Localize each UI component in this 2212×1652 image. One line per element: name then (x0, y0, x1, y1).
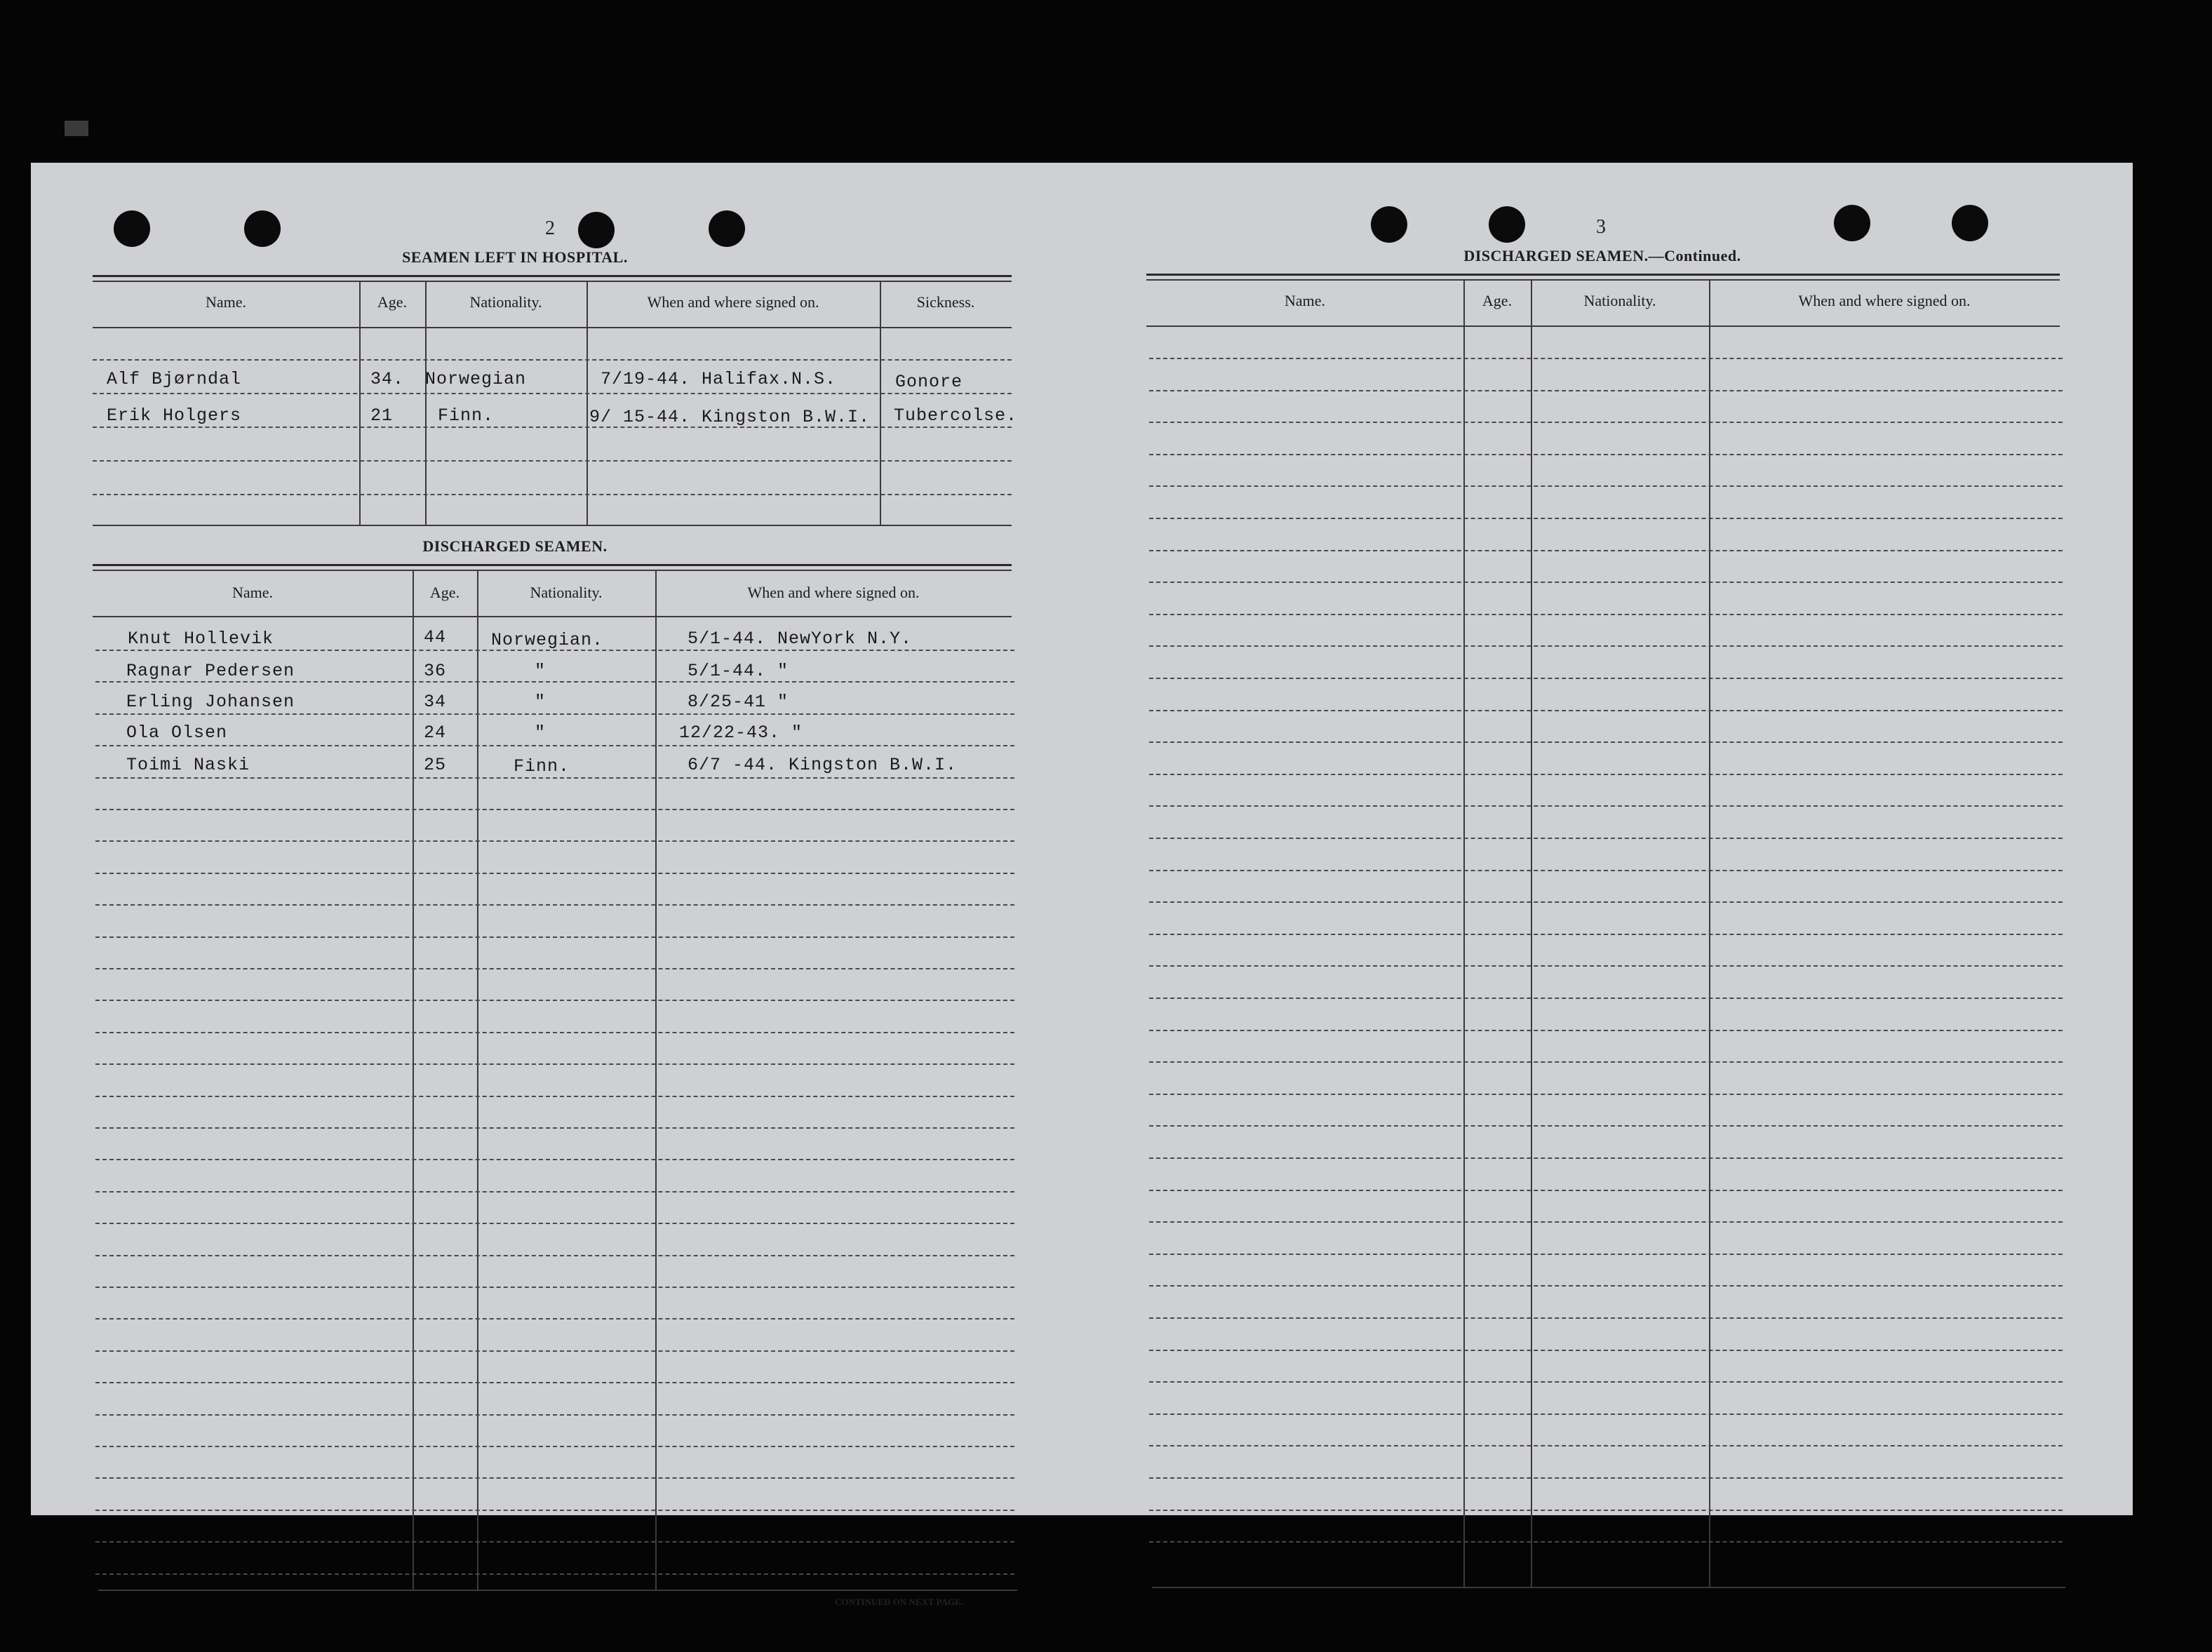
hospital-nationality: Norwegian (425, 369, 527, 389)
column-header-age: Age. (377, 293, 408, 311)
row-line (95, 1573, 1014, 1575)
punch-hole (1952, 205, 1988, 241)
row-line (95, 1350, 1014, 1352)
column-divider (477, 571, 478, 1590)
header-bottom-rule (93, 327, 1012, 328)
discharged-continued-title (1427, 247, 1778, 265)
row-line (1149, 1317, 2063, 1319)
hospital-age: 21 (370, 405, 394, 426)
row-line (1149, 1285, 2063, 1287)
row-line (1149, 550, 2063, 551)
discharged-signed-on: 5/1-44. NewYork N.Y. (688, 629, 913, 649)
row-line (1149, 1350, 2063, 1351)
title-suffix: —Continued. (1648, 247, 1741, 264)
column-divider (586, 282, 588, 526)
row-line (1149, 678, 2063, 679)
discharged-nationality: Norwegian. (491, 630, 604, 650)
discharged-age: 44 (424, 627, 447, 647)
row-line (1149, 1381, 2063, 1383)
punch-hole (244, 210, 281, 247)
row-line (95, 968, 1014, 969)
row-line (1149, 998, 2063, 999)
row-line (1149, 485, 2063, 487)
row-line (95, 745, 1014, 746)
row-line (1149, 934, 2063, 935)
row-line (1149, 358, 2063, 359)
hospital-name: Alf Bjørndal (107, 369, 242, 389)
table-top-rule (93, 275, 1012, 277)
row-line (95, 1414, 1014, 1416)
column-header-age: Age. (1482, 292, 1513, 309)
row-line (95, 1510, 1014, 1511)
hospital-nationality: Finn. (438, 405, 495, 426)
column-header-sickness: Sickness. (916, 293, 975, 311)
row-line (1149, 582, 2063, 583)
discharged-age: 25 (424, 755, 447, 775)
row-line (95, 873, 1014, 874)
row-line (95, 1382, 1014, 1383)
row-line (95, 1318, 1014, 1319)
row-line (95, 840, 1014, 842)
column-header-signed-on: When and where signed on. (647, 293, 819, 311)
column-header-name: Name. (205, 293, 247, 311)
discharged-nationality: " (535, 661, 547, 681)
row-line (95, 1000, 1014, 1001)
hospital-sickness: Tubercolse. (894, 405, 1018, 426)
discharged-name: Toimi Naski (126, 755, 250, 775)
row-line (1149, 1094, 2063, 1095)
row-line (1149, 1221, 2063, 1223)
discharged-section-title: DISCHARGED SEAMEN. (422, 537, 608, 555)
row-line (95, 1127, 1014, 1129)
column-divider (655, 571, 657, 1590)
discharged-signed-on: 5/1-44. " (688, 661, 789, 681)
punch-hole (1371, 206, 1407, 243)
document-sheet (31, 163, 2133, 1607)
row-line (95, 1191, 1014, 1193)
column-header-nationality: Nationality. (469, 293, 542, 311)
row-line (1149, 1477, 2063, 1479)
row-line (1149, 1413, 2063, 1415)
header-bottom-rule (1146, 325, 2060, 327)
row-line (95, 1541, 1014, 1543)
hospital-signed-on: 7/19-44. Halifax.N.S. (601, 369, 837, 389)
table-bottom-rule (98, 1590, 1017, 1591)
row-line (1149, 1190, 2063, 1191)
row-line (95, 1446, 1014, 1447)
discharged-name: Ragnar Pedersen (126, 661, 295, 681)
row-line (95, 1096, 1014, 1097)
row-line (95, 1159, 1014, 1160)
row-line (1149, 422, 2063, 423)
row-line (93, 494, 1012, 495)
discharged-nationality: " (535, 692, 547, 712)
row-line (1149, 390, 2063, 391)
discharged-name: Erling Johansen (126, 692, 295, 712)
row-line (1149, 1254, 2063, 1255)
row-line (1149, 1541, 2063, 1543)
discharged-name: Knut Hollevik (128, 629, 274, 649)
column-header-nationality: Nationality. (530, 584, 603, 601)
hospital-name: Erik Holgers (107, 405, 242, 426)
row-line (1149, 901, 2063, 903)
discharged-signed-on: 8/25-41 " (688, 692, 789, 712)
column-header-signed-on: When and where signed on. (747, 584, 920, 601)
row-line (95, 681, 1014, 683)
row-line (1149, 965, 2063, 967)
punch-hole (578, 212, 615, 248)
column-header-age: Age. (429, 584, 460, 601)
discharged-age: 34 (424, 692, 447, 712)
discharged-signed-on: 12/22-43. " (679, 723, 803, 743)
table-top-rule (1146, 274, 2060, 276)
column-header-nationality: Nationality. (1583, 292, 1656, 309)
page-number: 3 (1596, 216, 1606, 238)
discharged-nationality: " (535, 723, 547, 743)
row-line (1149, 838, 2063, 839)
row-line (1149, 805, 2063, 807)
column-divider (425, 282, 427, 526)
row-line (1149, 1125, 2063, 1127)
row-line (1149, 1510, 2063, 1511)
scan-artifact (65, 121, 88, 136)
discharged-age: 36 (424, 661, 447, 681)
hospital-signed-on: 9/ 15-44. Kingston B.W.I. (589, 407, 871, 427)
row-line (93, 359, 1012, 361)
continued-note: CONTINUED ON NEXT PAGE. (835, 1597, 963, 1607)
header-bottom-rule (93, 616, 1012, 617)
discharged-name: Ola Olsen (126, 723, 228, 743)
punch-hole (114, 210, 150, 247)
column-divider (359, 282, 361, 526)
discharged-signed-on: 6/7 -44. Kingston B.W.I. (688, 755, 958, 775)
row-line (95, 777, 1014, 779)
row-line (95, 713, 1014, 715)
column-header-name: Name. (1284, 292, 1326, 309)
column-header-signed-on: When and where signed on. (1798, 292, 1971, 309)
table-rule (93, 570, 1012, 571)
column-divider (413, 571, 414, 1590)
row-line (1149, 1445, 2063, 1446)
punch-hole (1489, 206, 1525, 243)
row-line (95, 1255, 1014, 1256)
row-line (1149, 741, 2063, 743)
column-header-name: Name. (232, 584, 274, 601)
row-line (95, 1063, 1014, 1065)
row-line (1149, 454, 2063, 455)
row-line (93, 393, 1012, 394)
punch-hole (709, 210, 745, 247)
page-number: 2 (545, 217, 555, 239)
row-line (1149, 710, 2063, 711)
row-line (93, 427, 1012, 428)
row-line (93, 460, 1012, 462)
row-line (95, 936, 1014, 938)
row-line (1149, 870, 2063, 871)
discharged-age: 24 (424, 723, 447, 743)
row-line (95, 1223, 1014, 1224)
row-line (95, 809, 1014, 810)
row-line (95, 1287, 1014, 1288)
table-rule (1146, 279, 2060, 281)
discharged-nationality: Finn. (514, 756, 570, 777)
punch-hole (1834, 205, 1870, 241)
row-line (1149, 1157, 2063, 1159)
title-main: DISCHARGED SEAMEN. (1463, 247, 1649, 264)
hospital-age: 34. (370, 369, 405, 389)
row-line (95, 904, 1014, 906)
row-line (1149, 1061, 2063, 1063)
row-line (1149, 645, 2063, 647)
hospital-section-title: SEAMEN LEFT IN HOSPITAL. (402, 248, 628, 266)
row-line (1149, 774, 2063, 775)
column-divider (880, 282, 881, 526)
table-top-rule (93, 564, 1012, 566)
row-line (1149, 614, 2063, 615)
row-line (1149, 518, 2063, 519)
table-bottom-rule (93, 525, 1012, 526)
hospital-sickness: Gonore (895, 372, 963, 392)
row-line (95, 1477, 1014, 1479)
table-rule (93, 281, 1012, 282)
row-line (95, 1032, 1014, 1033)
row-line (1149, 1030, 2063, 1031)
table-bottom-rule (1152, 1587, 2065, 1588)
